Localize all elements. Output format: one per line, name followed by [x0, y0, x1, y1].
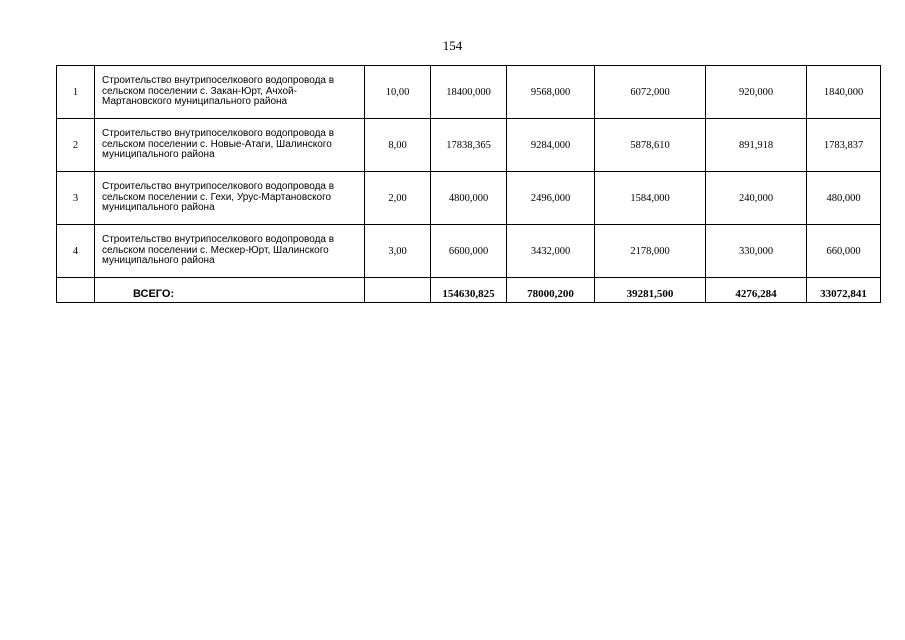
- row-length: 8,00: [365, 119, 431, 172]
- row-funding-d: 660,000: [807, 225, 881, 278]
- row-funding-b: 6072,000: [595, 66, 706, 119]
- total-row: [57, 278, 881, 303]
- table-row: [57, 66, 881, 119]
- row-funding-d: 1840,000: [807, 66, 881, 119]
- row-funding-b: 2178,000: [595, 225, 706, 278]
- total-cost: 154630,825: [431, 278, 507, 303]
- total-index-cell: [57, 278, 95, 303]
- table-row: [57, 119, 881, 172]
- row-funding-b: 1584,000: [595, 172, 706, 225]
- row-total-cost: 18400,000: [431, 66, 507, 119]
- budget-table: [56, 65, 881, 303]
- row-description: Строительство внутрипоселкового водопровода в сельском поселении с. Закан-Юрт, Ачхой-Мартановского муниципального района: [95, 66, 365, 119]
- row-funding-a: 9284,000: [507, 119, 595, 172]
- total-length-cell: [365, 278, 431, 303]
- total-funding-d: 33072,841: [807, 278, 881, 303]
- row-funding-b: 5878,610: [595, 119, 706, 172]
- row-total-cost: 17838,365: [431, 119, 507, 172]
- row-description: Строительство внутрипоселкового водопровода в сельском поселении с. Гехи, Урус-Мартановского муниципального района: [95, 172, 365, 225]
- row-index: 1: [57, 66, 95, 119]
- row-total-cost: 4800,000: [431, 172, 507, 225]
- total-funding-b: 39281,500: [595, 278, 706, 303]
- row-funding-a: 3432,000: [507, 225, 595, 278]
- row-funding-a: 9568,000: [507, 66, 595, 119]
- total-funding-c: 4276,284: [706, 278, 807, 303]
- row-length: 2,00: [365, 172, 431, 225]
- row-funding-d: 480,000: [807, 172, 881, 225]
- row-funding-c: 240,000: [706, 172, 807, 225]
- row-funding-d: 1783,837: [807, 119, 881, 172]
- row-length: 3,00: [365, 225, 431, 278]
- total-funding-a: 78000,200: [507, 278, 595, 303]
- row-funding-c: 330,000: [706, 225, 807, 278]
- row-index: 3: [57, 172, 95, 225]
- row-total-cost: 6600,000: [431, 225, 507, 278]
- row-funding-c: 920,000: [706, 66, 807, 119]
- row-description: Строительство внутрипоселкового водопровода в сельском поселении с. Новые-Атаги, Шалинского муниципального района: [95, 119, 365, 172]
- row-index: 4: [57, 225, 95, 278]
- row-index: 2: [57, 119, 95, 172]
- row-length: 10,00: [365, 66, 431, 119]
- row-funding-a: 2496,000: [507, 172, 595, 225]
- total-label: ВСЕГО:: [95, 278, 365, 303]
- table-row: [57, 172, 881, 225]
- page-number: 154: [442, 38, 463, 53]
- row-description: Строительство внутрипоселкового водопровода в сельском поселении с. Мескер-Юрт, Шалинского муниципального района: [95, 225, 365, 278]
- row-funding-c: 891,918: [706, 119, 807, 172]
- table-row: [57, 225, 881, 278]
